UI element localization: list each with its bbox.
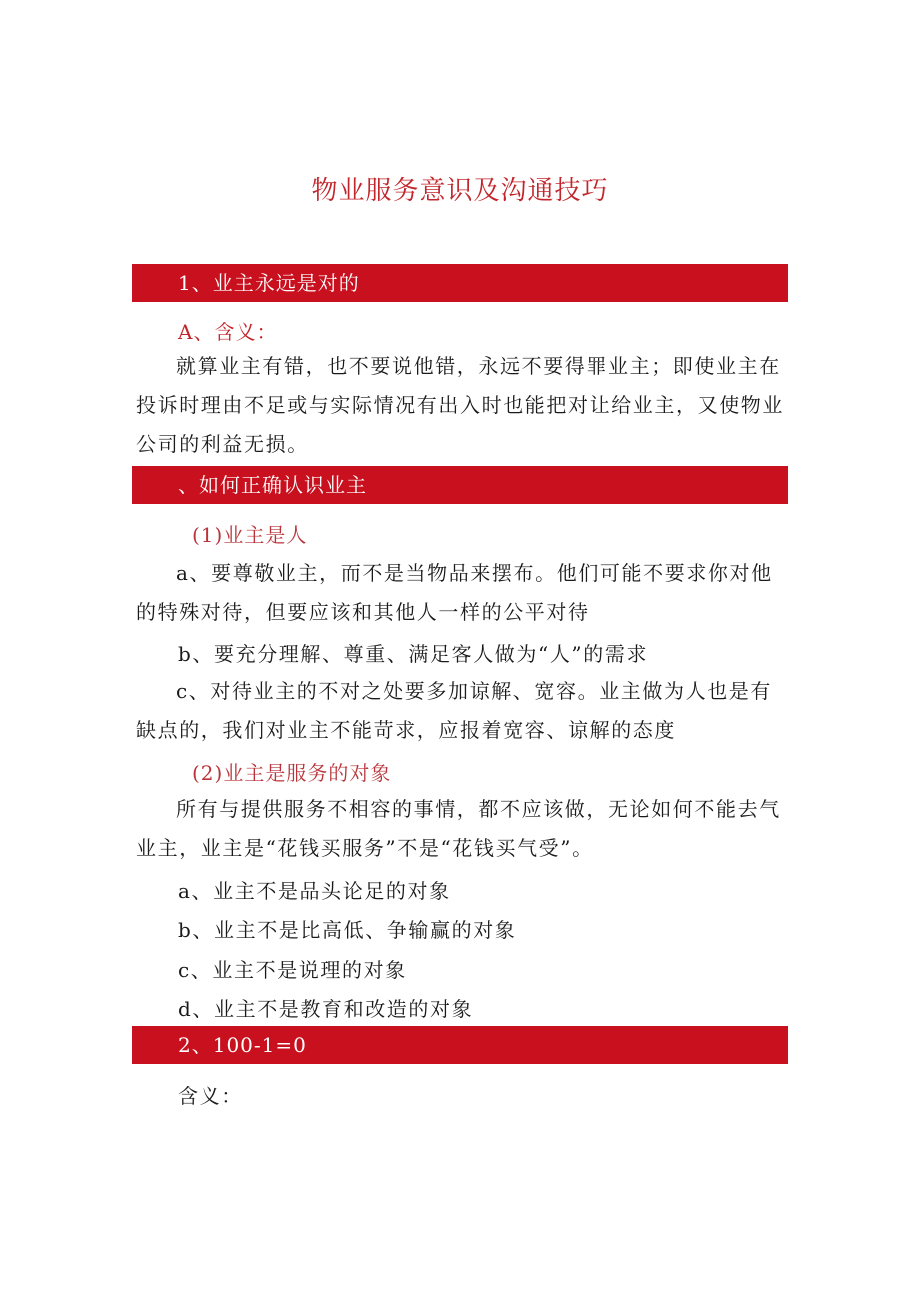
subheading-owner-is-person: (1)业主是人 <box>192 523 308 547</box>
section-heading-recognize-owner: 、如何正确认识业主 <box>132 466 788 504</box>
list-item: a、业主不是品头论足的对象 <box>178 879 451 903</box>
item-c-tolerate: c、对待业主的不对之处要多加谅解、宽容。业主做为人也是有缺点的，我们对业主不能苛求，应报着宽容、谅解的态度 <box>136 679 773 742</box>
subheading-meaning-2: 含义： <box>178 1084 243 1108</box>
list-item: b、业主不是比高低、争输赢的对象 <box>178 918 517 942</box>
list-item: d、业主不是教育和改造的对象 <box>178 997 474 1021</box>
subheading-meaning: A、含义： <box>178 320 278 344</box>
subheading-owner-is-service-target: (2)业主是服务的对象 <box>192 761 392 785</box>
section-heading-1: 1、业主永远是对的 <box>132 264 788 302</box>
paragraph-meaning: 就算业主有错，也不要说他错，永远不要得罪业主；即使业主在投诉时理由不足或与实际情况有出入时也能把对让给业主，又使物业公司的利益无损。 <box>136 354 784 456</box>
item-b-understand: b、要充分理解、尊重、满足客人做为“人”的需求 <box>178 642 649 666</box>
section-heading-2: 2、100-1=0 <box>132 1026 788 1064</box>
paragraph-service-target: 所有与提供服务不相容的事情，都不应该做，无论如何不能去气业主，业主是“花钱买服务”不是“花钱买气受”。 <box>136 797 781 860</box>
page-title: 物业服务意识及沟通技巧 <box>311 176 609 206</box>
list-item: c、业主不是说理的对象 <box>178 958 407 982</box>
item-a-respect: a、要尊敬业主，而不是当物品来摆布。他们可能不要求你对他的特殊对待，但要应该和其他人一样的公平对待 <box>136 561 773 624</box>
